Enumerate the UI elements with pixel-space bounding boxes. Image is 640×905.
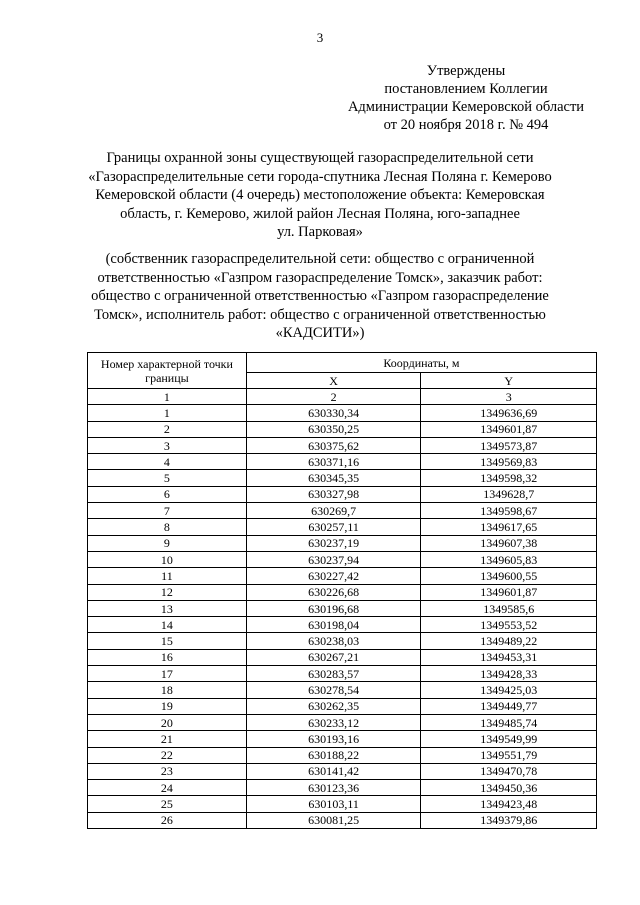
x-coordinate-cell: 630237,19 bbox=[246, 535, 421, 551]
y-coordinate-cell: 1349553,52 bbox=[421, 617, 597, 633]
point-number-cell: 7 bbox=[88, 503, 247, 519]
table-row bbox=[88, 763, 597, 779]
point-number-cell: 9 bbox=[88, 535, 247, 551]
table-row bbox=[88, 649, 597, 665]
table-row bbox=[88, 437, 597, 453]
header-point-number: Номер характерной точки границы bbox=[88, 353, 247, 389]
point-number-cell: 3 bbox=[88, 437, 247, 453]
point-number-cell: 5 bbox=[88, 470, 247, 486]
y-coordinate-cell: 1349605,83 bbox=[421, 551, 597, 567]
point-number-cell: 15 bbox=[88, 633, 247, 649]
table-row bbox=[88, 796, 597, 812]
point-number-cell: 10 bbox=[88, 551, 247, 567]
x-coordinate-cell: 630103,11 bbox=[246, 796, 421, 812]
table-row bbox=[88, 454, 597, 470]
y-coordinate-cell: 1349489,22 bbox=[421, 633, 597, 649]
x-coordinate-cell: 630123,36 bbox=[246, 780, 421, 796]
x-coordinate-cell: 630193,16 bbox=[246, 731, 421, 747]
owner-line: «КАДСИТИ») bbox=[275, 325, 365, 341]
x-coordinate-cell: 630238,03 bbox=[246, 633, 421, 649]
y-coordinate-cell: 1349423,48 bbox=[421, 796, 597, 812]
point-number-cell: 6 bbox=[88, 486, 247, 502]
header-coordinates: Координаты, м bbox=[246, 353, 596, 373]
x-coordinate-cell: 630196,68 bbox=[246, 600, 421, 616]
x-coordinate-cell: 630262,35 bbox=[246, 698, 421, 714]
point-number-cell: 14 bbox=[88, 617, 247, 633]
x-coordinate-cell: 630278,54 bbox=[246, 682, 421, 698]
x-coordinate-cell: 630327,98 bbox=[246, 486, 421, 502]
page-number: 3 bbox=[316, 30, 324, 45]
point-number-cell: 20 bbox=[88, 714, 247, 730]
table-row bbox=[88, 812, 597, 828]
y-coordinate-cell: 1349598,67 bbox=[421, 503, 597, 519]
table-row bbox=[88, 519, 597, 535]
table-row bbox=[88, 666, 597, 682]
x-coordinate-cell: 630141,42 bbox=[246, 763, 421, 779]
owner-line: общество с ограниченной ответственностью «Газпром газораспределение bbox=[91, 288, 549, 304]
table-row bbox=[88, 551, 597, 567]
column-number: 3 bbox=[421, 389, 597, 405]
y-coordinate-cell: 1349425,03 bbox=[421, 682, 597, 698]
x-coordinate-cell: 630226,68 bbox=[246, 584, 421, 600]
x-coordinate-cell: 630198,04 bbox=[246, 617, 421, 633]
table-row bbox=[88, 470, 597, 486]
x-coordinate-cell: 630330,34 bbox=[246, 405, 421, 421]
table-row bbox=[88, 584, 597, 600]
table-row bbox=[88, 633, 597, 649]
point-number-cell: 16 bbox=[88, 649, 247, 665]
owner-line: (собственник газораспределительной сети: общество с ограниченной bbox=[105, 251, 535, 267]
title-line: ул. Парковая» bbox=[277, 224, 363, 240]
y-coordinate-cell: 1349607,38 bbox=[421, 535, 597, 551]
point-number-cell: 2 bbox=[88, 421, 247, 437]
y-coordinate-cell: 1349470,78 bbox=[421, 763, 597, 779]
table-row bbox=[88, 780, 597, 796]
column-number: 1 bbox=[88, 389, 247, 405]
table-row bbox=[88, 568, 597, 584]
point-number-cell: 18 bbox=[88, 682, 247, 698]
approval-block bbox=[318, 62, 614, 134]
table-row bbox=[88, 421, 597, 437]
y-coordinate-cell: 1349428,33 bbox=[421, 666, 597, 682]
x-coordinate-cell: 630375,62 bbox=[246, 437, 421, 453]
point-number-cell: 1 bbox=[88, 405, 247, 421]
y-coordinate-cell: 1349598,32 bbox=[421, 470, 597, 486]
table-row bbox=[88, 503, 597, 519]
approval-line: от 20 ноября 2018 г. № 494 bbox=[383, 117, 549, 133]
y-coordinate-cell: 1349628,7 bbox=[421, 486, 597, 502]
table-row bbox=[88, 535, 597, 551]
approval-line: постановлением Коллегии bbox=[384, 81, 548, 97]
point-number-cell: 19 bbox=[88, 698, 247, 714]
y-coordinate-cell: 1349601,87 bbox=[421, 584, 597, 600]
x-coordinate-cell: 630081,25 bbox=[246, 812, 421, 828]
x-coordinate-cell: 630283,57 bbox=[246, 666, 421, 682]
title-line: Кемеровской области (4 очередь) местоположение объекта: Кемеровская bbox=[95, 187, 545, 203]
approval-line: Утверждены bbox=[426, 63, 506, 79]
table-body bbox=[88, 405, 597, 829]
header-y: Y bbox=[421, 373, 597, 389]
point-number-cell: 4 bbox=[88, 454, 247, 470]
point-number-cell: 26 bbox=[88, 812, 247, 828]
y-coordinate-cell: 1349569,83 bbox=[421, 454, 597, 470]
x-coordinate-cell: 630345,35 bbox=[246, 470, 421, 486]
y-coordinate-cell: 1349449,77 bbox=[421, 698, 597, 714]
point-number-cell: 17 bbox=[88, 666, 247, 682]
point-number-cell: 13 bbox=[88, 600, 247, 616]
table-row bbox=[88, 600, 597, 616]
coordinates-table bbox=[87, 352, 597, 829]
table-row bbox=[88, 714, 597, 730]
table-row bbox=[88, 747, 597, 763]
owner-line: ответственностью «Газпром газораспределение Томск», заказчик работ: bbox=[97, 269, 543, 286]
x-coordinate-cell: 630257,11 bbox=[246, 519, 421, 535]
y-coordinate-cell: 1349379,86 bbox=[421, 812, 597, 828]
x-coordinate-cell: 630269,7 bbox=[246, 503, 421, 519]
y-coordinate-cell: 1349600,55 bbox=[421, 568, 597, 584]
point-number-cell: 12 bbox=[88, 584, 247, 600]
y-coordinate-cell: 1349585,6 bbox=[421, 600, 597, 616]
table-row bbox=[88, 682, 597, 698]
x-coordinate-cell: 630233,12 bbox=[246, 714, 421, 730]
point-number-cell: 24 bbox=[88, 780, 247, 796]
owner-line: Томск», исполнитель работ: общество с ограниченной ответственностью bbox=[94, 306, 546, 323]
approval-line: Администрации Кемеровской области bbox=[347, 99, 585, 115]
x-coordinate-cell: 630350,25 bbox=[246, 421, 421, 437]
y-coordinate-cell: 1349573,87 bbox=[421, 437, 597, 453]
point-number-cell: 23 bbox=[88, 763, 247, 779]
title-line: Границы охранной зоны существующей газораспределительной сети bbox=[106, 150, 534, 166]
y-coordinate-cell: 1349453,31 bbox=[421, 649, 597, 665]
header-x: X bbox=[246, 373, 421, 389]
table-row bbox=[88, 617, 597, 633]
table-row bbox=[88, 405, 597, 421]
point-number-cell: 25 bbox=[88, 796, 247, 812]
y-coordinate-cell: 1349636,69 bbox=[421, 405, 597, 421]
x-coordinate-cell: 630237,94 bbox=[246, 551, 421, 567]
y-coordinate-cell: 1349485,74 bbox=[421, 714, 597, 730]
title-line: область, г. Кемерово, жилой район Лесная Поляна, юго-западнее bbox=[120, 205, 520, 222]
y-coordinate-cell: 1349617,65 bbox=[421, 519, 597, 535]
title-line: «Газораспределительные сети города-спутника Лесная Поляна г. Кемерово bbox=[88, 168, 552, 185]
y-coordinate-cell: 1349549,99 bbox=[421, 731, 597, 747]
table-row bbox=[88, 698, 597, 714]
point-number-cell: 11 bbox=[88, 568, 247, 584]
x-coordinate-cell: 630227,42 bbox=[246, 568, 421, 584]
y-coordinate-cell: 1349450,36 bbox=[421, 780, 597, 796]
owner-info bbox=[60, 250, 580, 343]
document-title bbox=[60, 149, 580, 242]
table-row bbox=[88, 486, 597, 502]
y-coordinate-cell: 1349551,79 bbox=[421, 747, 597, 763]
x-coordinate-cell: 630188,22 bbox=[246, 747, 421, 763]
point-number-cell: 22 bbox=[88, 747, 247, 763]
point-number-cell: 21 bbox=[88, 731, 247, 747]
point-number-cell: 8 bbox=[88, 519, 247, 535]
x-coordinate-cell: 630267,21 bbox=[246, 649, 421, 665]
y-coordinate-cell: 1349601,87 bbox=[421, 421, 597, 437]
column-number: 2 bbox=[246, 389, 421, 405]
table-row bbox=[88, 731, 597, 747]
x-coordinate-cell: 630371,16 bbox=[246, 454, 421, 470]
